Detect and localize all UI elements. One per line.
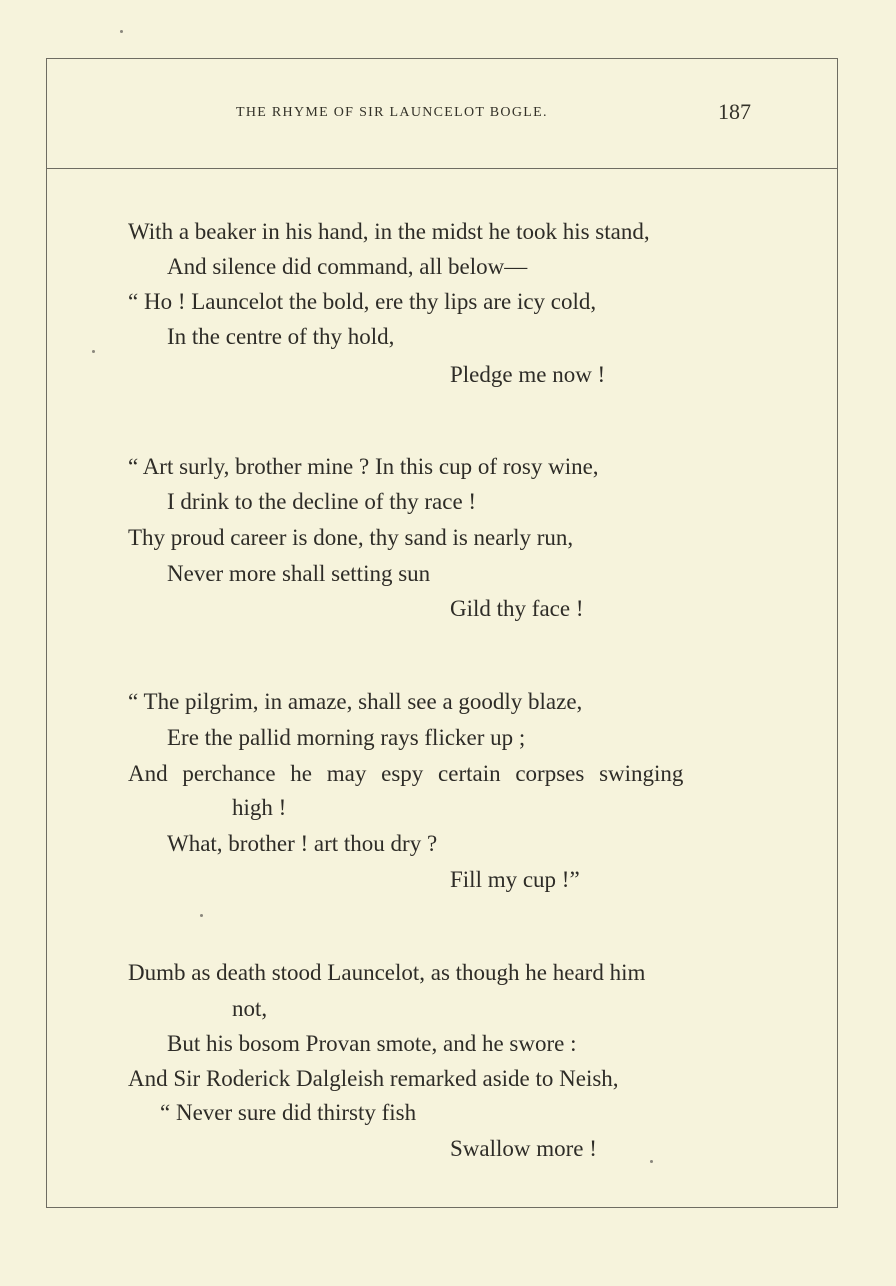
poem-line xyxy=(128,762,758,785)
paper-speck xyxy=(650,1160,653,1163)
running-title: THE RHYME OF SIR LAUNCELOT BOGLE. xyxy=(236,105,548,120)
justified-line-text: And perchance he may espy certain corpses swinging xyxy=(128,761,684,786)
poem-line: Swallow more ! xyxy=(450,1136,597,1161)
poem-line: Dumb as death stood Launcelot, as though he heard him xyxy=(128,960,646,985)
poem-line: “ Ho ! Launcelot the bold, ere thy lips are icy cold, xyxy=(128,289,597,314)
poem-line: I drink to the decline of thy race ! xyxy=(167,489,477,514)
poem-line: “ The pilgrim, in amaze, shall see a goodly blaze, xyxy=(128,689,583,714)
paper-speck xyxy=(200,914,203,917)
page-number: 187 xyxy=(718,99,751,124)
poem-line: “ Never sure did thirsty fish xyxy=(160,1100,417,1125)
header-rule xyxy=(46,168,838,169)
poem-line-continuation: high ! xyxy=(232,795,287,820)
paper-speck xyxy=(92,350,95,353)
poem-line: In the centre of thy hold, xyxy=(167,324,395,349)
poem-line-continuation: not, xyxy=(232,996,268,1021)
poem-line: Fill my cup !” xyxy=(450,867,580,892)
poem-line: Never more shall setting sun xyxy=(167,561,431,586)
paper-speck xyxy=(120,30,123,33)
poem-line: But his bosom Provan smote, and he swore : xyxy=(167,1031,577,1056)
poem-line: “ Art surly, brother mine ? In this cup of rosy wine, xyxy=(128,454,599,479)
poem-line: What, brother ! art thou dry ? xyxy=(167,831,438,856)
poem-line: And Sir Roderick Dalgleish remarked aside to Neish, xyxy=(128,1066,619,1091)
poem-line: Gild thy face ! xyxy=(450,596,584,621)
poem-line: Ere the pallid morning rays flicker up ; xyxy=(167,725,526,750)
poem-line: Pledge me now ! xyxy=(450,362,606,387)
poem-line: And silence did command, all below— xyxy=(167,254,528,279)
poem-line: With a beaker in his hand, in the midst he took his stand, xyxy=(128,219,650,244)
poem-line: Thy proud career is done, thy sand is nearly run, xyxy=(128,525,574,550)
